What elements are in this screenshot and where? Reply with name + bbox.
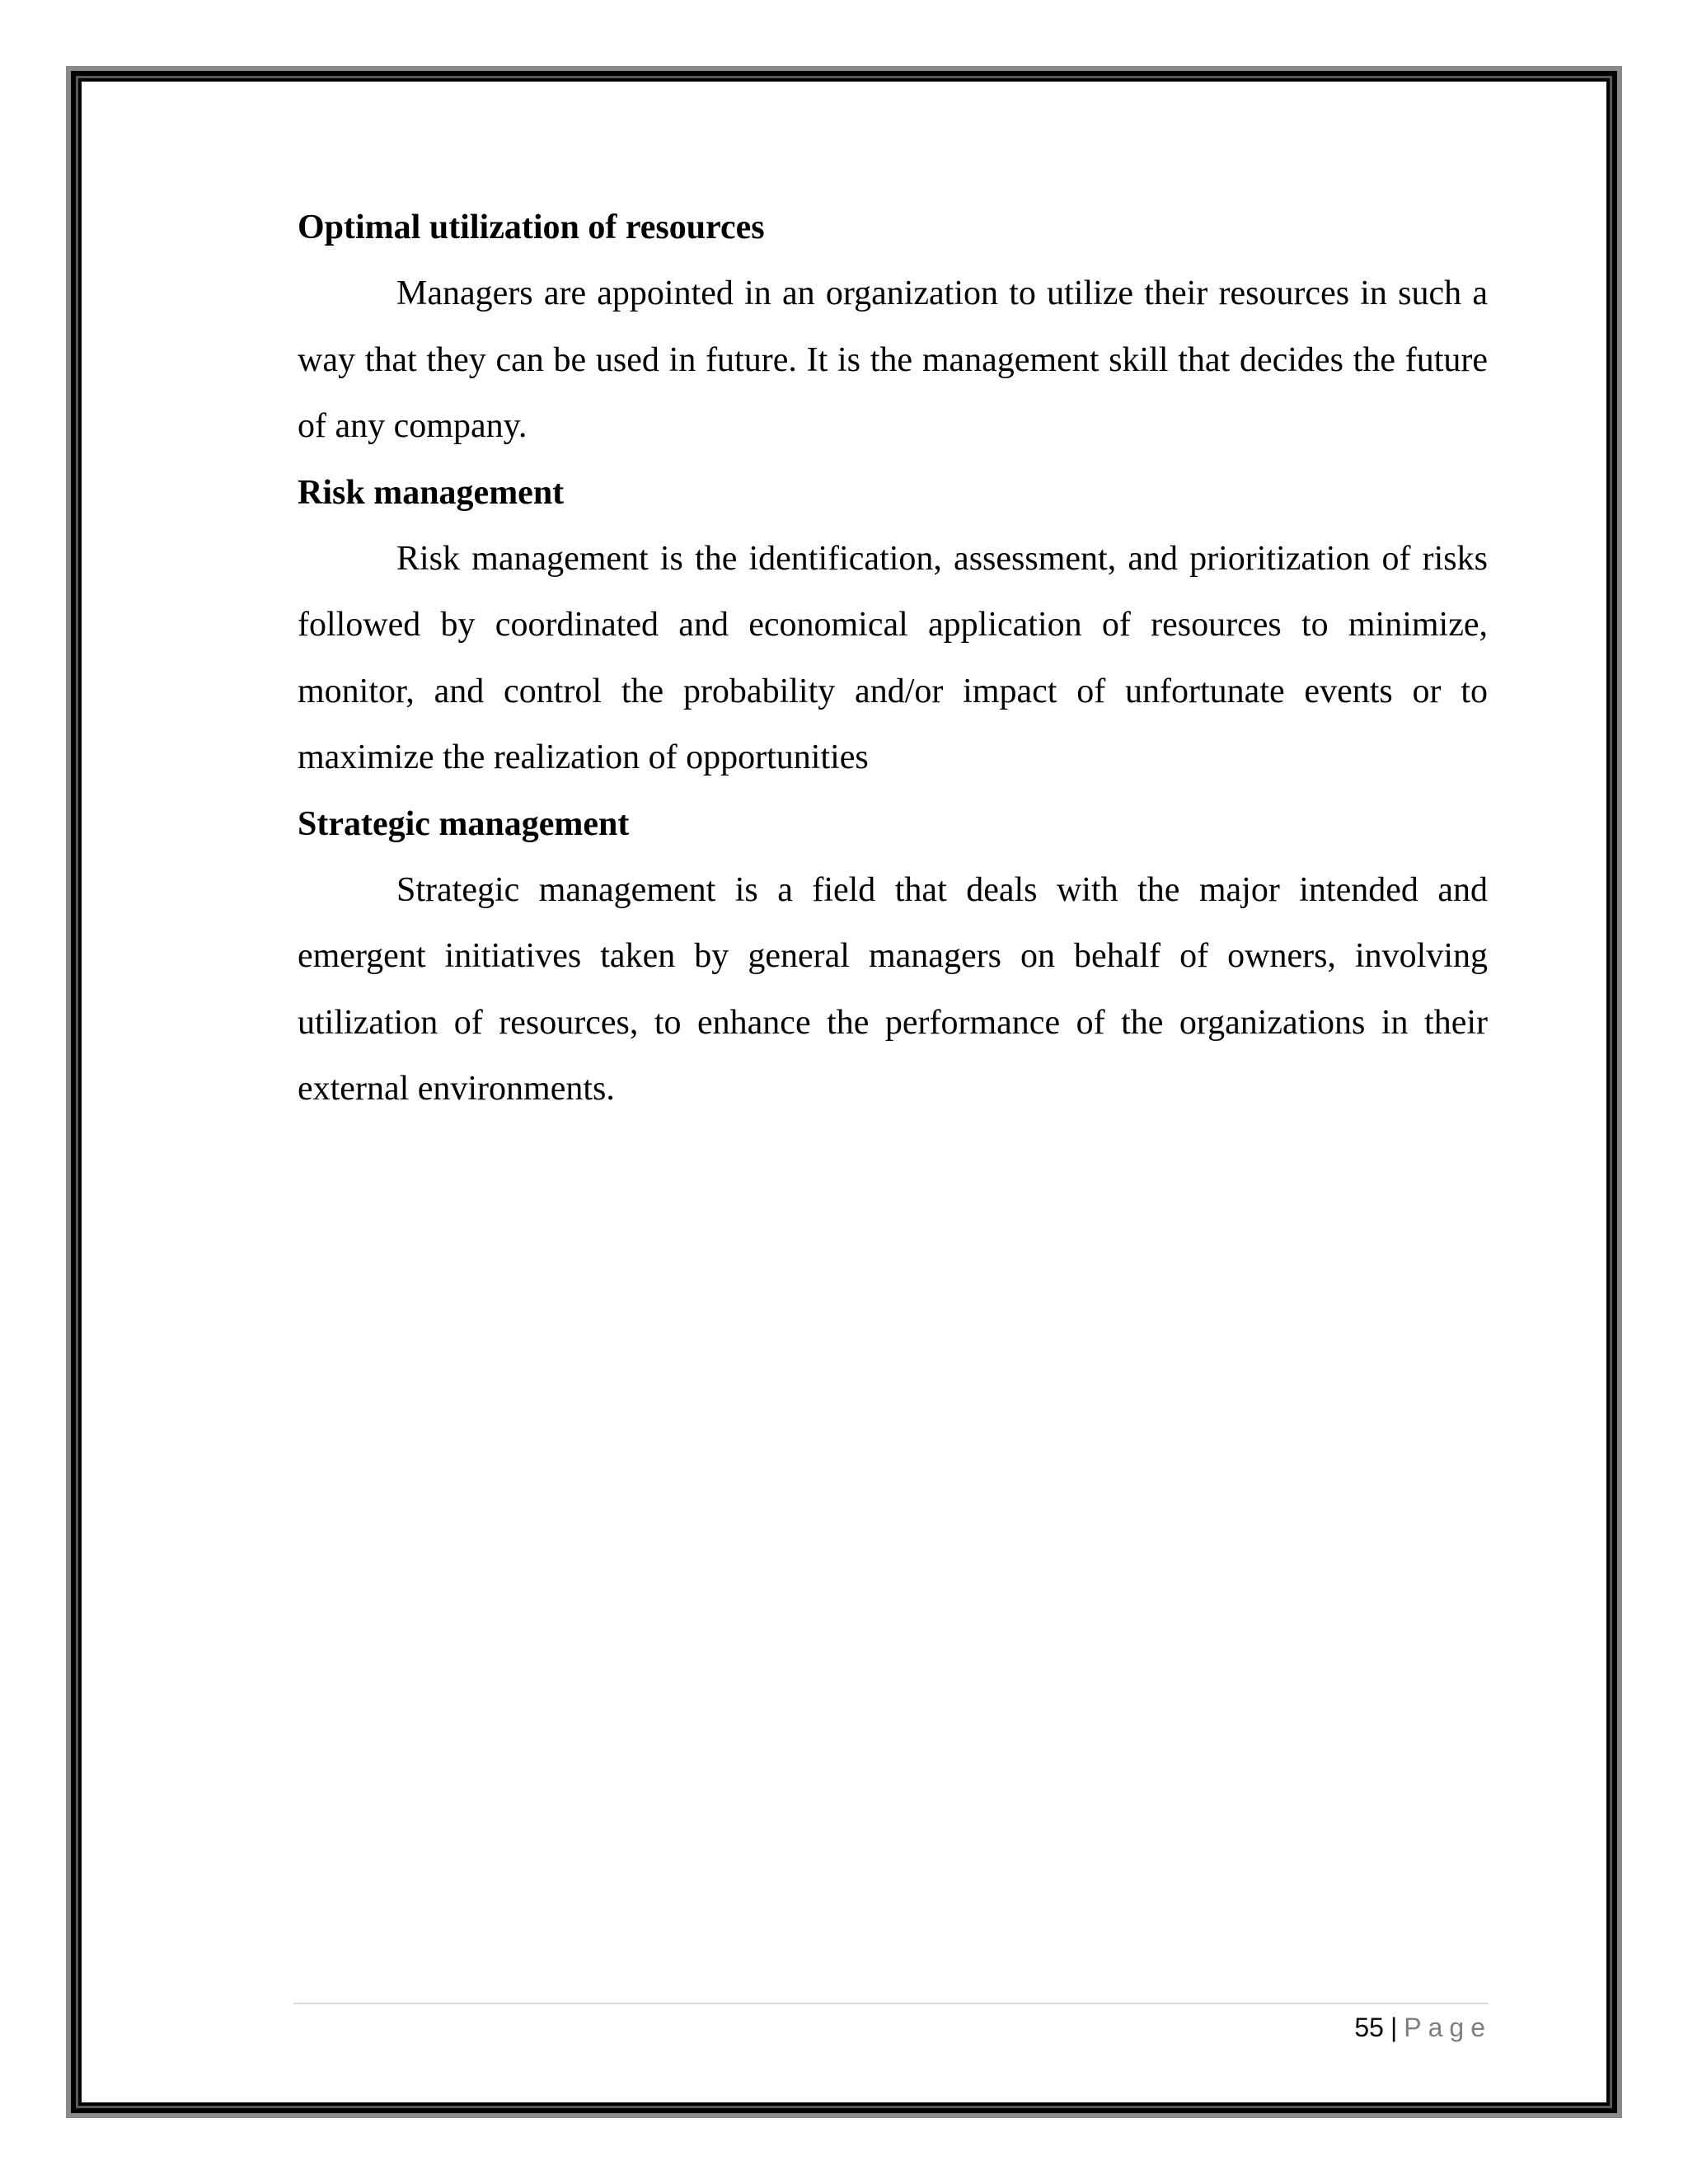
section-paragraph: Managers are appointed in an organization to utilize their resources in such a way that they can be used in future. It is the management skill that decides the future of any company.	[298, 274, 1488, 445]
section-heading: Strategic management	[298, 804, 630, 843]
section-risk-management	[298, 460, 1488, 791]
page-number: 55	[1354, 2013, 1384, 2042]
section-paragraph: Strategic management is a field that deals with the major intended and emergent initiatives taken by general managers on behalf of owners, involving utilization of resources, to enhance the performance of the organizations in their external environments.	[298, 870, 1488, 1108]
section-heading: Optimal utilization of resources	[298, 209, 765, 246]
section-optimal-utilization	[298, 194, 1488, 460]
footer-separator: |	[1390, 2013, 1398, 2042]
document-body	[298, 194, 1488, 1122]
page-footer	[1354, 2009, 1492, 2046]
footer-divider	[293, 2003, 1489, 2004]
page-label: Page	[1404, 2013, 1492, 2042]
section-heading: Risk management	[298, 473, 565, 512]
section-paragraph: Risk management is the identification, assessment, and prioritization of risks followed by coordinated and economical application of resources to minimize, monitor, and control the probability and/or impact of unfortunate events or to maximize the realization of opportunities	[298, 539, 1488, 776]
section-strategic-management	[298, 791, 1488, 1122]
